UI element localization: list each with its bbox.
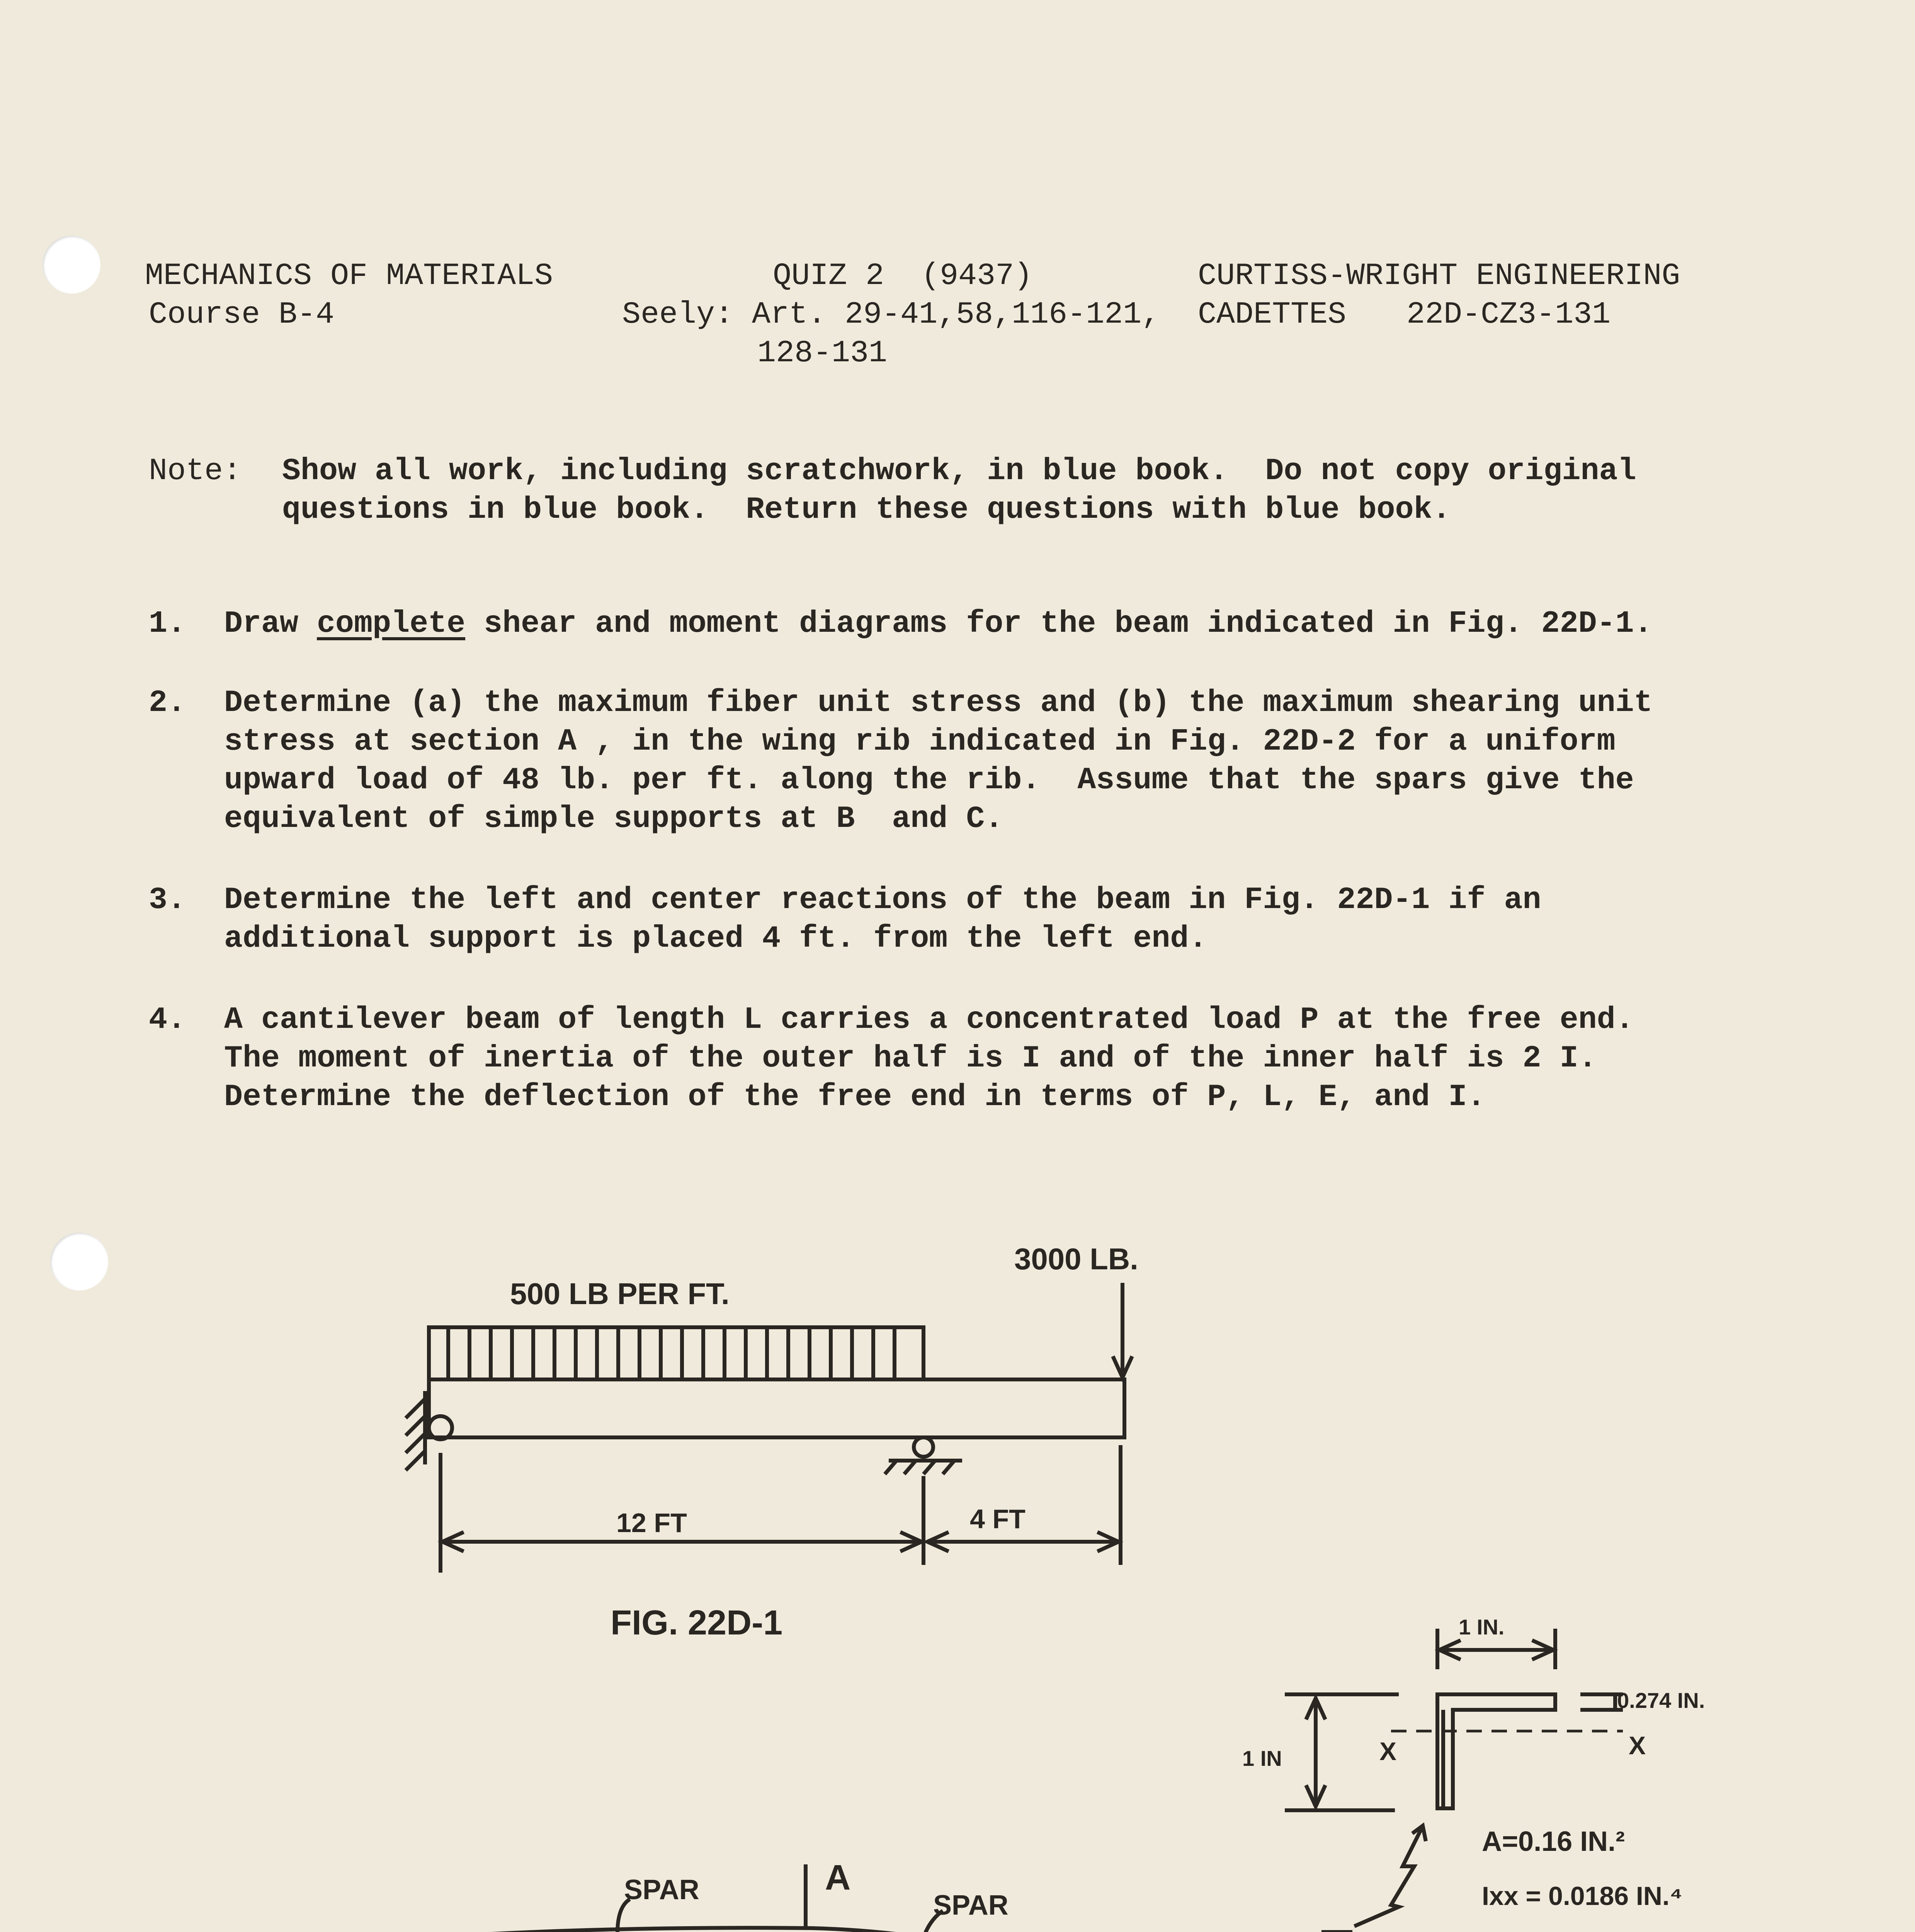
fig1-point-load-label: 3000 LB. — [1014, 1242, 1138, 1276]
seely-reference-cont: 128-131 — [757, 336, 888, 371]
question-2-line-3: upward load of 48 lb. per ft. along the rib. Assume that the spars give the — [224, 763, 1634, 798]
fig1-span-12ft-label: 12 FT — [616, 1508, 687, 1538]
question-3-line-2: additional support is placed 4 ft. from the left end. — [224, 921, 1208, 956]
course-code: 22D-CZ3-131 — [1406, 297, 1611, 332]
question-4-line-1: A cantilever beam of length L carries a concentrated load P at the free end. — [224, 1002, 1634, 1037]
note-line-1: Show all work, including scratchwork, in blue book. Do not copy original — [282, 454, 1636, 489]
question-4-line-2: The moment of inertia of the outer half is I and of the inner half is 2 I. — [224, 1041, 1597, 1076]
angle-thickness-label: 0.274 IN. — [1617, 1688, 1705, 1713]
quiz-title: QUIZ 2 (9437) — [773, 259, 1033, 294]
organization-cont: CADETTES — [1198, 297, 1347, 332]
fig1-span-4ft-label: 4 FT — [970, 1504, 1026, 1534]
fig1-distributed-load-label: 500 LB PER FT. — [510, 1277, 730, 1311]
seely-reference: Seely: Art. 29-41,58,116-121, — [622, 297, 1160, 332]
question-1-text: Draw complete shear and moment diagrams for the beam indicated in Fig. 22D-1. — [224, 606, 1653, 641]
question-2-line-4: equivalent of simple supports at B and C. — [224, 801, 1003, 837]
question-2-line-2: stress at section A , in the wing rib indicated in Fig. 22D-2 for a uniform — [224, 724, 1616, 759]
area-value: A=0.16 IN.² — [1482, 1826, 1625, 1857]
fig2-spar-left-label: SPAR — [624, 1874, 699, 1905]
organization: CURTISS-WRIGHT ENGINEERING — [1198, 259, 1680, 294]
question-2-line-1: Determine (a) the maximum fiber unit stress and (b) the maximum shearing unit — [224, 685, 1653, 721]
angle-height-label: 1 IN — [1242, 1746, 1282, 1770]
fig2-section-a-label: A — [825, 1858, 851, 1897]
note-label: Note: — [149, 454, 242, 489]
fig2-wing-rib-drawing — [415, 1864, 1130, 1932]
fig2-spar-right-label: SPAR — [933, 1890, 1009, 1921]
fig1-caption: FIG. 22D-1 — [611, 1604, 783, 1642]
axis-x-right-label: X — [1629, 1731, 1646, 1760]
question-3-line-1: Determine the left and center reactions of the beam in Fig. 22D-1 if an — [224, 883, 1541, 918]
question-2-number: 2. — [149, 685, 186, 721]
inertia-value: Ixx = 0.0186 IN.⁴ — [1482, 1881, 1683, 1911]
note-line-2: questions in blue book. Return these questions with blue book. — [282, 492, 1451, 527]
question-4-number: 4. — [149, 1002, 186, 1037]
subject-title: MECHANICS OF MATERIALS — [145, 259, 553, 294]
angle-width-label: 1 IN. — [1459, 1615, 1505, 1639]
course-label: Course B-4 — [149, 297, 335, 332]
axis-x-left-label: X — [1379, 1737, 1397, 1765]
question-1-number: 1. — [149, 606, 186, 641]
question-4-line-3: Determine the deflection of the free end in terms of P, L, E, and I. — [224, 1080, 1486, 1115]
question-3-number: 3. — [149, 883, 186, 918]
